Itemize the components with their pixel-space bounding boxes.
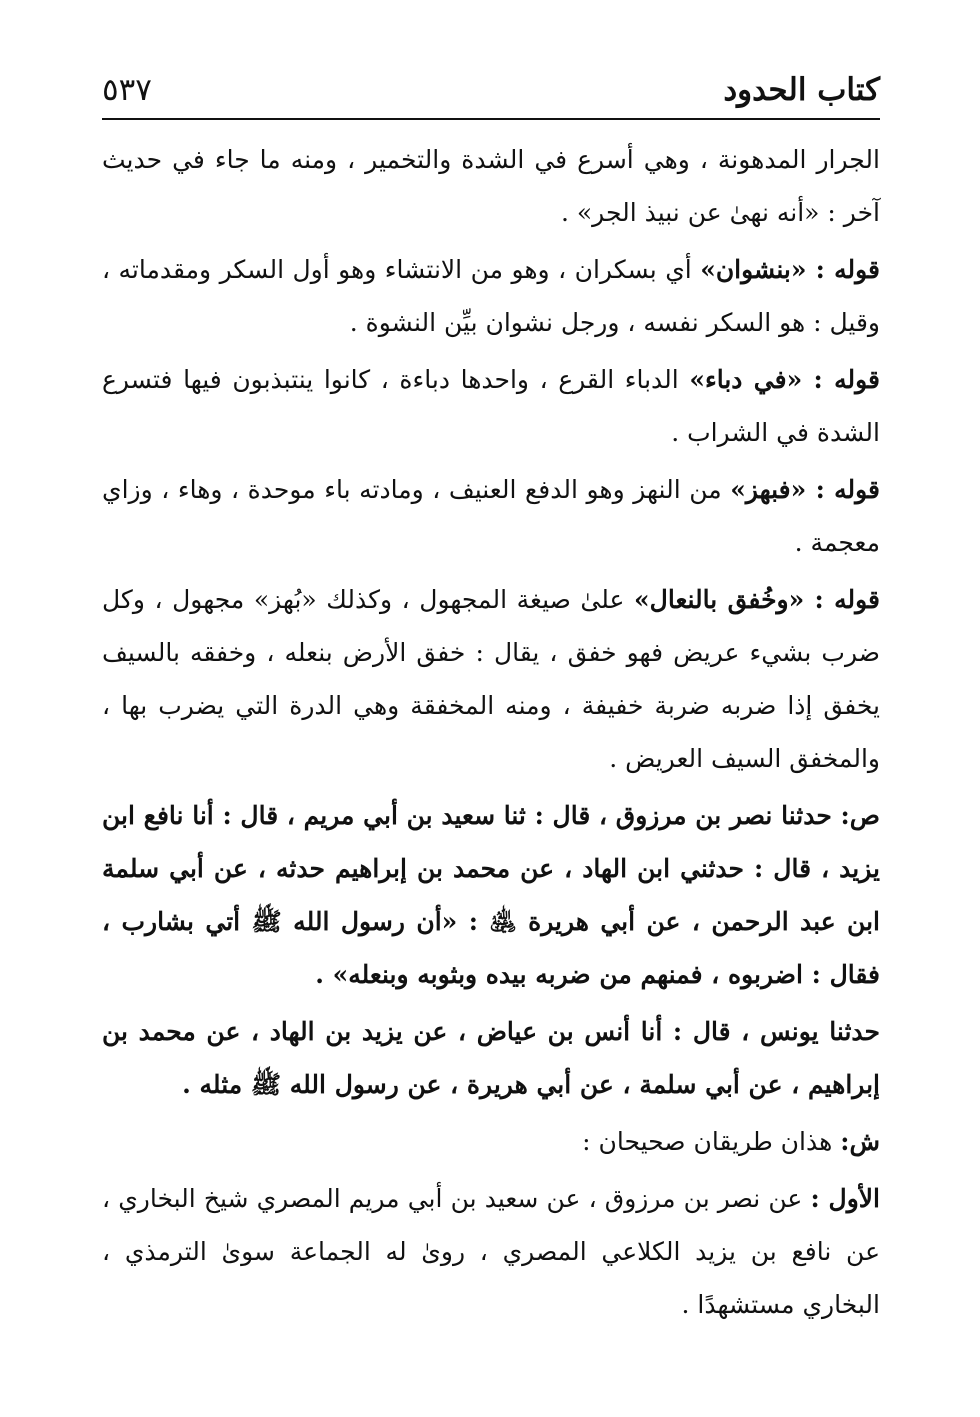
paragraph: قوله : «في دباء» الدباء القرع ، واحدها دباءة ، كانوا ينتبذبون فيها فتسرع الشدة في الشراب . xyxy=(102,365,880,447)
paragraph: الجرار المدهونة ، وهي أسرع في الشدة والتخمير ، ومنه ما جاء في حديث آخر : «أنه نهىٰ عن نبيذ الجر» . xyxy=(102,145,880,227)
paragraph-lead: قوله : «في دباء» xyxy=(689,365,880,394)
commentary-lead: ش: xyxy=(840,1127,880,1156)
commentary-paragraph: الأول : عن نصر بن مرزوق ، عن سعيد بن أبي مريم المصري شيخ البخاري ، عن نافع بن يزيد الكلاعي المصري ، روىٰ له الجماعة سوىٰ الترمذي ، البخاري مستشهدًا . xyxy=(102,1184,880,1319)
commentary-lead: الأول : xyxy=(810,1184,880,1213)
hadith-text: ص: حدثنا نصر بن مرزوق ، قال : ثنا سعيد بن أبي مريم ، قال : أنا نافع ابن يزيد ، قال : حدثني ابن الهاد ، عن محمد بن إبراهيم حدثه ، عن أبي سلمة ابن عبد الرحمن ، عن أبي هريرة ﵁ : «أن رسول الله ﷺ أتي بشارب ، فقال : اضربوه ، فمنهم من ضربه بيده وبثوبه وبنعله» . xyxy=(102,801,880,989)
page-body xyxy=(102,133,880,1335)
paragraph-lead: قوله : «وخُفق بالنعال» xyxy=(634,585,880,614)
paragraph: قوله : «وخُفق بالنعال» علىٰ صيغة المجهول ، وكذلك «بُهز» مجهول ، وكل ضرب بشيء عريض فهو خفق ، يقال : خفق الأرض بنعله ، وخفقه بالسيف يخفق إذا ضربه ضربة خفيفة ، ومنه المخفقة وهي الدرة التي يضرب بها ، والمخفق السيف العريض . xyxy=(102,585,880,773)
book-title: كتاب الحدود xyxy=(723,72,880,108)
paragraph: قوله : «فبهز» من النهز وهو الدفع العنيف ، ومادته باء موحدة ، وهاء ، وزاي معجمة . xyxy=(102,475,880,557)
page-header xyxy=(102,58,880,120)
commentary-paragraph: ش: هذان طريقان صحيحان : xyxy=(582,1127,880,1156)
paragraph-lead: قوله : «فبهز» xyxy=(730,475,880,504)
hadith-text: حدثنا يونس ، قال : أنا أنس بن عياض ، عن يزيد بن الهاد ، عن محمد بن إبراهيم ، عن أبي سلمة ، عن أبي هريرة ، عن رسول الله ﷺ مثله . xyxy=(102,1017,880,1099)
page-number: ٥٣٧ xyxy=(102,72,152,108)
paragraph-lead: قوله : «بنشوان» xyxy=(700,255,880,284)
paragraph: قوله : «بنشوان» أي بسكران ، وهو من الانتشاء وهو أول السكر ومقدماته ، وقيل : هو السكر نفسه ، ورجل نشوان بيِّن النشوة . xyxy=(102,255,880,337)
